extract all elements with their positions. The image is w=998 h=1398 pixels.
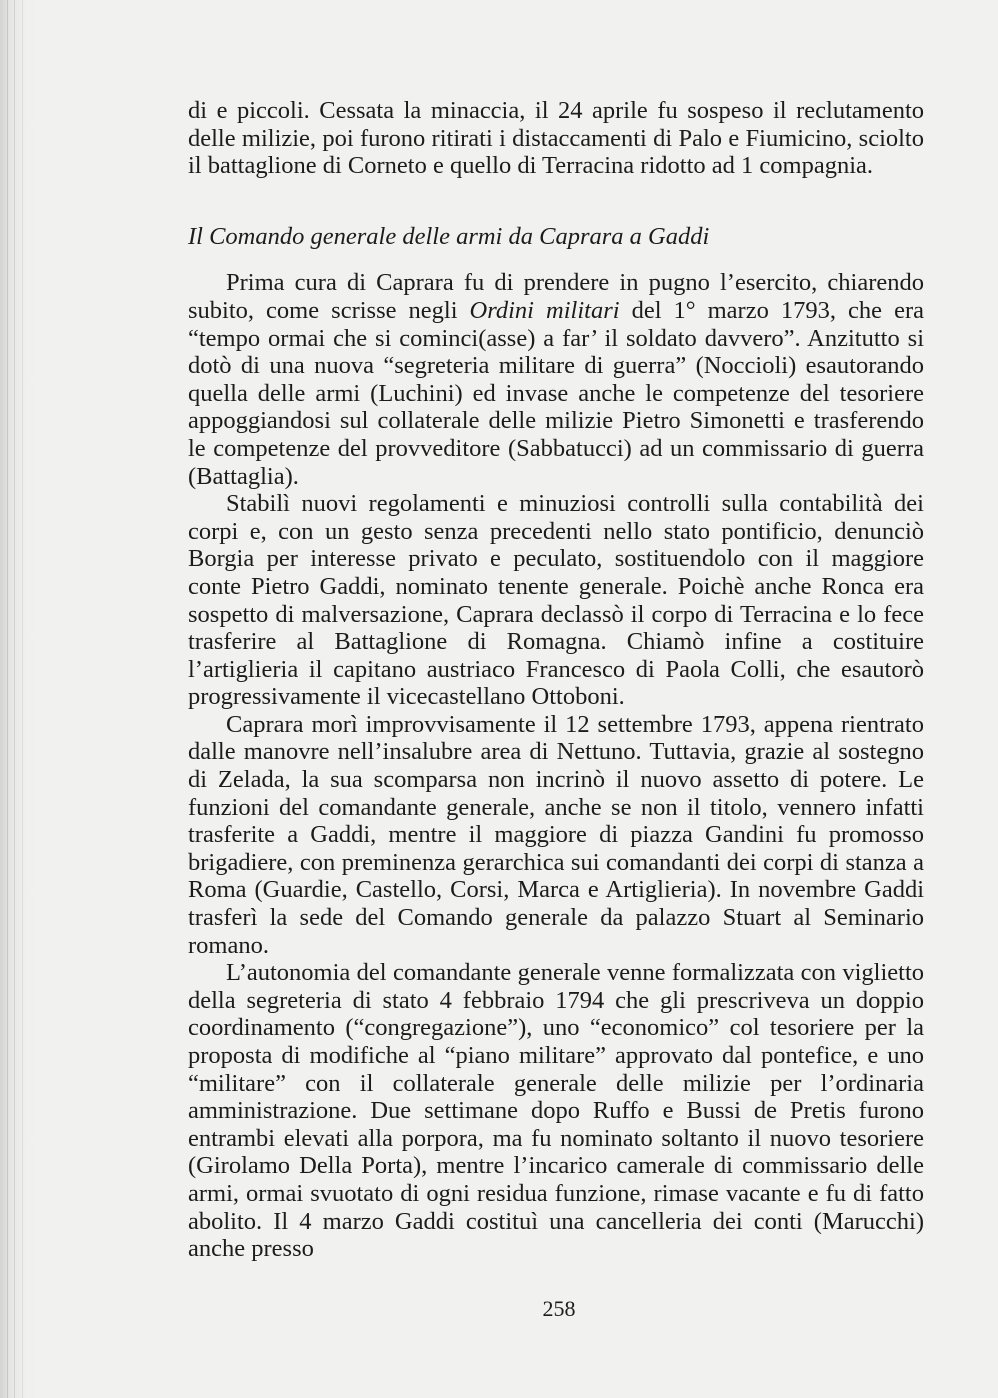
scan-edge-line xyxy=(7,0,8,1398)
paragraph xyxy=(188,711,924,959)
page-body xyxy=(188,97,924,1263)
scan-edge-shadow xyxy=(0,0,36,1398)
paragraph xyxy=(188,959,924,1263)
paragraph-text: Prima cura di Caprara fu di prendere in pugno l’esercito, chiarendo subito, come scrisse negli xyxy=(188,269,924,324)
section-heading: Il Comando generale delle armi da Caprara a Gaddi xyxy=(188,222,710,250)
paragraph xyxy=(188,269,924,490)
page-number: 258 xyxy=(542,1296,576,1321)
paragraph-text: di e piccoli. Cessata la minaccia, il 24 aprile fu sospeso il reclutamento delle milizie, poi furono ritirati i distaccamenti di Palo e Fiumicino, sciolto il battaglione di Corneto e quello di Terracina ridotto ad 1 compagnia. xyxy=(188,97,924,180)
paragraph-text: Caprara morì improvvisamente il 12 settembre 1793, appena rientrato dalle manovre nell’insalubre area di Nettuno. Tuttavia, grazie al sostegno di Zelada, la sua scomparsa non incrinò il nuovo assetto di potere. Le funzioni del comandante generale, anche se non il titolo, vennero infatti trasferite a Gaddi, mentre il maggiore di piazza Gandini fu promosso brigadiere, con preminenza gerarchica sui comandanti dei corpi di stanza a Roma (Guardie, Castello, Corsi, Marca e Artiglieria). In novembre Gaddi trasferì la sede del Comando generale da palazzo Stuart al Seminario romano. xyxy=(188,710,924,959)
paragraph xyxy=(188,490,924,711)
paragraph-text: L’autonomia del comandante generale venne formalizzata con viglietto della segreteria di stato 4 febbraio 1794 che gli prescriveva un doppio coordinamento (“congregazione”), uno “economico” col tesoriere per la proposta di modifiche al “piano militare” approvato dal pontefice, e uno “militare” con il collaterale generale delle milizie per l’ordinaria amministrazione. Due settimane dopo Ruffo e Bussi de Pretis furono entrambi elevati alla porpora, ma fu nominato soltanto il nuovo tesoriere (Girolamo Della Porta), mentre l’incarico camerale di commissario delle armi, ormai svuotato di ogni residua funzione, rimase vacante e fu di fatto abolito. Il 4 marzo Gaddi costituì una cancelleria dei conti (Marucchi) anche presso xyxy=(188,959,924,1263)
italic-title: Ordini militari xyxy=(469,296,620,324)
scan-edge-line xyxy=(14,0,15,1398)
paragraph-opening xyxy=(188,97,924,180)
paragraph-text: del 1° marzo 1793, che era “tempo ormai che si cominci(asse) a far’ il soldato davvero”. Anzitutto si dotò di una nuova “segreteria militare di guerra” (Noccioli) esautorando quella delle armi (Luchini) ed invase anche le competenze del tesoriere appoggiandosi sul collaterale delle milizie Pietro Simonetti e trasferendo le competenze del provveditore (Sabbatucci) ad un commissario di guerra (Battaglia). xyxy=(188,296,924,490)
paragraph-text: Stabilì nuovi regolamenti e minuziosi controlli sulla contabilità dei corpi e, con un gesto senza precedenti nello stato pontificio, denunciò Borgia per interesse privato e peculato, sostituendolo con il maggiore conte Pietro Gaddi, nominato tenente generale. Poichè anche Ronca era sospetto di malversazione, Caprara declassò il corpo di Terracina e lo fece trasferire al Battaglione di Romagna. Chiamò infine a costituire l’artiglieria il capitano austriaco Francesco di Paola Colli, che esautorò progressivamente il vicecastellano Ottoboni. xyxy=(188,490,924,711)
scan-edge-line xyxy=(22,0,23,1398)
